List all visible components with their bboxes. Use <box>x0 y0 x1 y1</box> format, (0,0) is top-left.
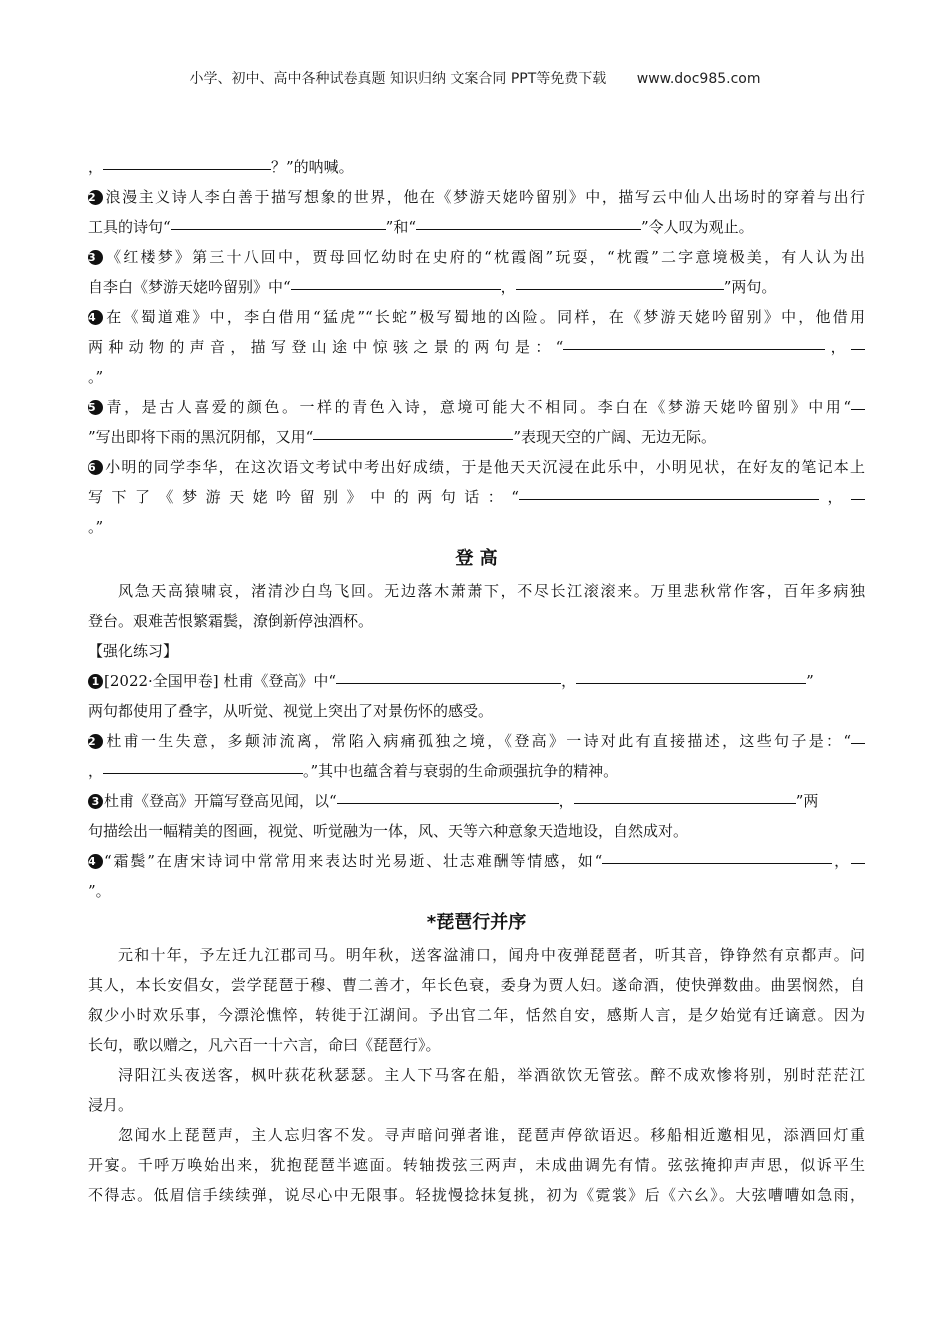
poem-text: 风急天高猿啸哀，渚清沙白鸟飞回。无边落木萧萧下，不尽长江滚滚来。万里悲秋常作客，百年多病独 <box>118 582 865 600</box>
number-badge: 1 <box>88 674 103 689</box>
page-header <box>0 68 950 88</box>
number-badge: 4 <box>88 854 103 869</box>
answer-blank[interactable] <box>337 802 559 804</box>
question-3: 3 《红楼梦》第三十八回中，贾母回忆幼时在史府的“枕霞阁”玩耍，“枕霞”二字意境极美，有人认为出 <box>88 248 865 266</box>
practice-question-2: 2 杜甫一生失意，多颠沛流离，常陷入病痛孤独之境，《登高》一诗对此有直接描述，这些句子是：“ <box>88 726 865 756</box>
answer-blank[interactable] <box>313 438 513 440</box>
answer-blank[interactable] <box>291 288 501 290</box>
answer-blank[interactable] <box>516 288 724 290</box>
number-badge: 2 <box>88 190 103 205</box>
number-badge: 2 <box>88 734 103 749</box>
practice-question-1: 1 [2022·全国甲卷] 杜甫《登高》中“ ， ” <box>88 666 865 696</box>
practice-heading: 【强化练习】 <box>88 642 179 660</box>
answer-blank[interactable] <box>416 228 641 230</box>
question-6: 6 小明的同学李华，在这次语文考试中考出好成绩，于是他天天沉浸在此乐中，小明见状，在好友的笔记本上 <box>88 458 865 476</box>
number-badge: 5 <box>88 400 103 415</box>
poem-text: 忽闻水上琵琶声，主人忘归客不发。寻声暗问弹者谁，琵琶声停欲语迟。移船相近邀相见，添酒回灯重 <box>118 1126 865 1144</box>
answer-blank[interactable] <box>519 498 819 500</box>
answer-blank[interactable] <box>576 682 806 684</box>
number-badge: 3 <box>88 250 103 265</box>
document-body: ， ？”的呐喊。 2 浪漫主义诗人李白善于描写想象的世界，他在《梦游天姥吟留别》中，描写云中仙人出场时的穿着与出行 工具的诗句“ ”和“ ”令人叹为观止。 3 《红楼梦》第三十八回中，贾母回忆幼时在史府的“枕霞阁”玩耍，“枕霞”二字意境极美，有人认为出 自李白《梦游天姥吟留别》中“ ， ”两句。 4 在《蜀道难》中，李白借用“猛虎”“长蛇”极写蜀地的凶险。同样，在《梦游天姥吟留别》中，他借用 两种动物的声音，描写登山途中惊骇之景的两句是：“ ， 。” 5 青，是古人喜爱的颜色。一样的青色入诗，意境可能大不相同。李白在《梦游天姥吟留别》中用“ ”写出即将下雨的黑沉阴郁，又用“ ”表现天空的广阔、无边无际。 6 小明的同学李华，在这次语文考试中考出好成绩，于是他天天沉浸在此乐中，小明见状，在好友的笔记本上 写下了《梦游天姥吟留别》中的两句话：“ ， 。” 登 高 风急天高猿啸哀，渚清沙白鸟飞回。无边落木萧萧下，不尽长江滚滚来。万里悲秋常作客，百年多病独 登台。艰难苦恨繁霜鬓，潦倒新停浊酒杯。 【强化练习】 1 [2022·全国甲卷] 杜甫《登高》中“ ， ” 两句都使用了叠字，从听觉、视觉上突出了对景伤怀的感受。 2 杜甫一生失意，多颠沛流离，常陷入病痛孤独之境，《登高》一诗对此有直接描述，这些句子是：“ ， 。”其中也蕴含着与衰弱的生命顽强抗争的精神。 3 杜甫《登高》开篇写登高见闻，以“ ， ”两 句描绘出一幅精美的图画，视觉、听觉融为一体，风、天等六种意象天造地设，自然成对。 4 “霜鬓”在唐宋诗词中常常用来表达时光易逝、壮志难酬等情感，如“ ， ”。 *琵琶行并序 元和十年，予左迁九江郡司马。明年秋，送客湓浦口，闻舟中夜弹琵琶者，听其音，铮铮然有京都声。问 其人，本长安倡女，尝学琵琶于穆、曹二善才，年长色衰，委身为贾人妇。遂命酒，使快弹数曲。曲罢悯然，自 叙少小时欢乐事，今漂沦憔悴，转徙于江湖间。予出官二年，恬然自安，感斯人言，是夕始觉有迁谪意。因为 长句，歌以赠之，凡六百一十六言，命曰《琵琶行》。 浔阳江头夜送客，枫叶荻花秋瑟瑟。主人下马客在船，举酒欲饮无管弦。醉不成欢惨将别，别时茫茫江 浸月。 忽闻水上琵琶声，主人忘归客不发。寻声暗问弹者谁，琵琶声停欲语迟。移船相近邀相见，添酒回灯重 开宴。千呼万唤始出来，犹抱琵琶半遮面。转轴拨弦三两声，未成曲调先有情。弦弦掩抑声声思，似诉平生 不得志。低眉信手续续弹，说尽心中无限事。轻拢慢捻抹复挑，初为《霓裳》后《六幺》。大弦嘈嘈如急雨， <box>88 152 865 1210</box>
answer-blank[interactable] <box>103 772 303 774</box>
answer-blank[interactable] <box>574 802 796 804</box>
poem-title-pipaxing: *琵琶行并序 <box>426 912 527 933</box>
question-4: 4 在《蜀道难》中，李白借用“猛虎”“长蛇”极写蜀地的凶险。同样，在《梦游天姥吟留别》中，他借用 <box>88 308 865 326</box>
answer-blank[interactable] <box>851 742 865 744</box>
answer-blank[interactable] <box>851 348 865 350</box>
answer-blank[interactable] <box>851 408 865 410</box>
answer-blank[interactable] <box>602 862 832 864</box>
question-prev-line: ， ？”的呐喊。 <box>88 158 354 176</box>
preface-text: 元和十年，予左迁九江郡司马。明年秋，送客湓浦口，闻舟中夜弹琵琶者，听其音，铮铮然有京都声。问 <box>118 946 865 964</box>
number-badge: 6 <box>88 460 103 475</box>
poem-title-denggao: 登 高 <box>455 548 498 569</box>
number-badge: 4 <box>88 310 103 325</box>
practice-question-3: 3 杜甫《登高》开篇写登高见闻，以“ ， ”两 <box>88 786 865 816</box>
answer-blank[interactable] <box>563 348 825 350</box>
question-2: 2 浪漫主义诗人李白善于描写想象的世界，他在《梦游天姥吟留别》中，描写云中仙人出场时的穿着与出行 <box>88 188 865 206</box>
number-badge: 3 <box>88 794 103 809</box>
header-text: 小学、初中、高中各种试卷真题 知识归纳 文案合同 PPT等免费下载 <box>189 71 607 87</box>
header-url[interactable]: www.doc985.com <box>636 71 761 87</box>
question-5: 5 青，是古人喜爱的颜色。一样的青色入诗，意境可能大不相同。李白在《梦游天姥吟留别》中用“ <box>88 392 865 422</box>
poem-text: 浔阳江头夜送客，枫叶荻花秋瑟瑟。主人下马客在船，举酒欲饮无管弦。醉不成欢惨将别，别时茫茫江 <box>118 1066 865 1084</box>
answer-blank[interactable] <box>171 228 386 230</box>
answer-blank[interactable] <box>851 862 865 864</box>
answer-blank[interactable] <box>103 168 271 170</box>
answer-blank[interactable] <box>851 498 865 500</box>
answer-blank[interactable] <box>336 682 561 684</box>
practice-question-4: 4 “霜鬓”在唐宋诗词中常常用来表达时光易逝、壮志难酬等情感，如“ ， <box>88 846 865 876</box>
